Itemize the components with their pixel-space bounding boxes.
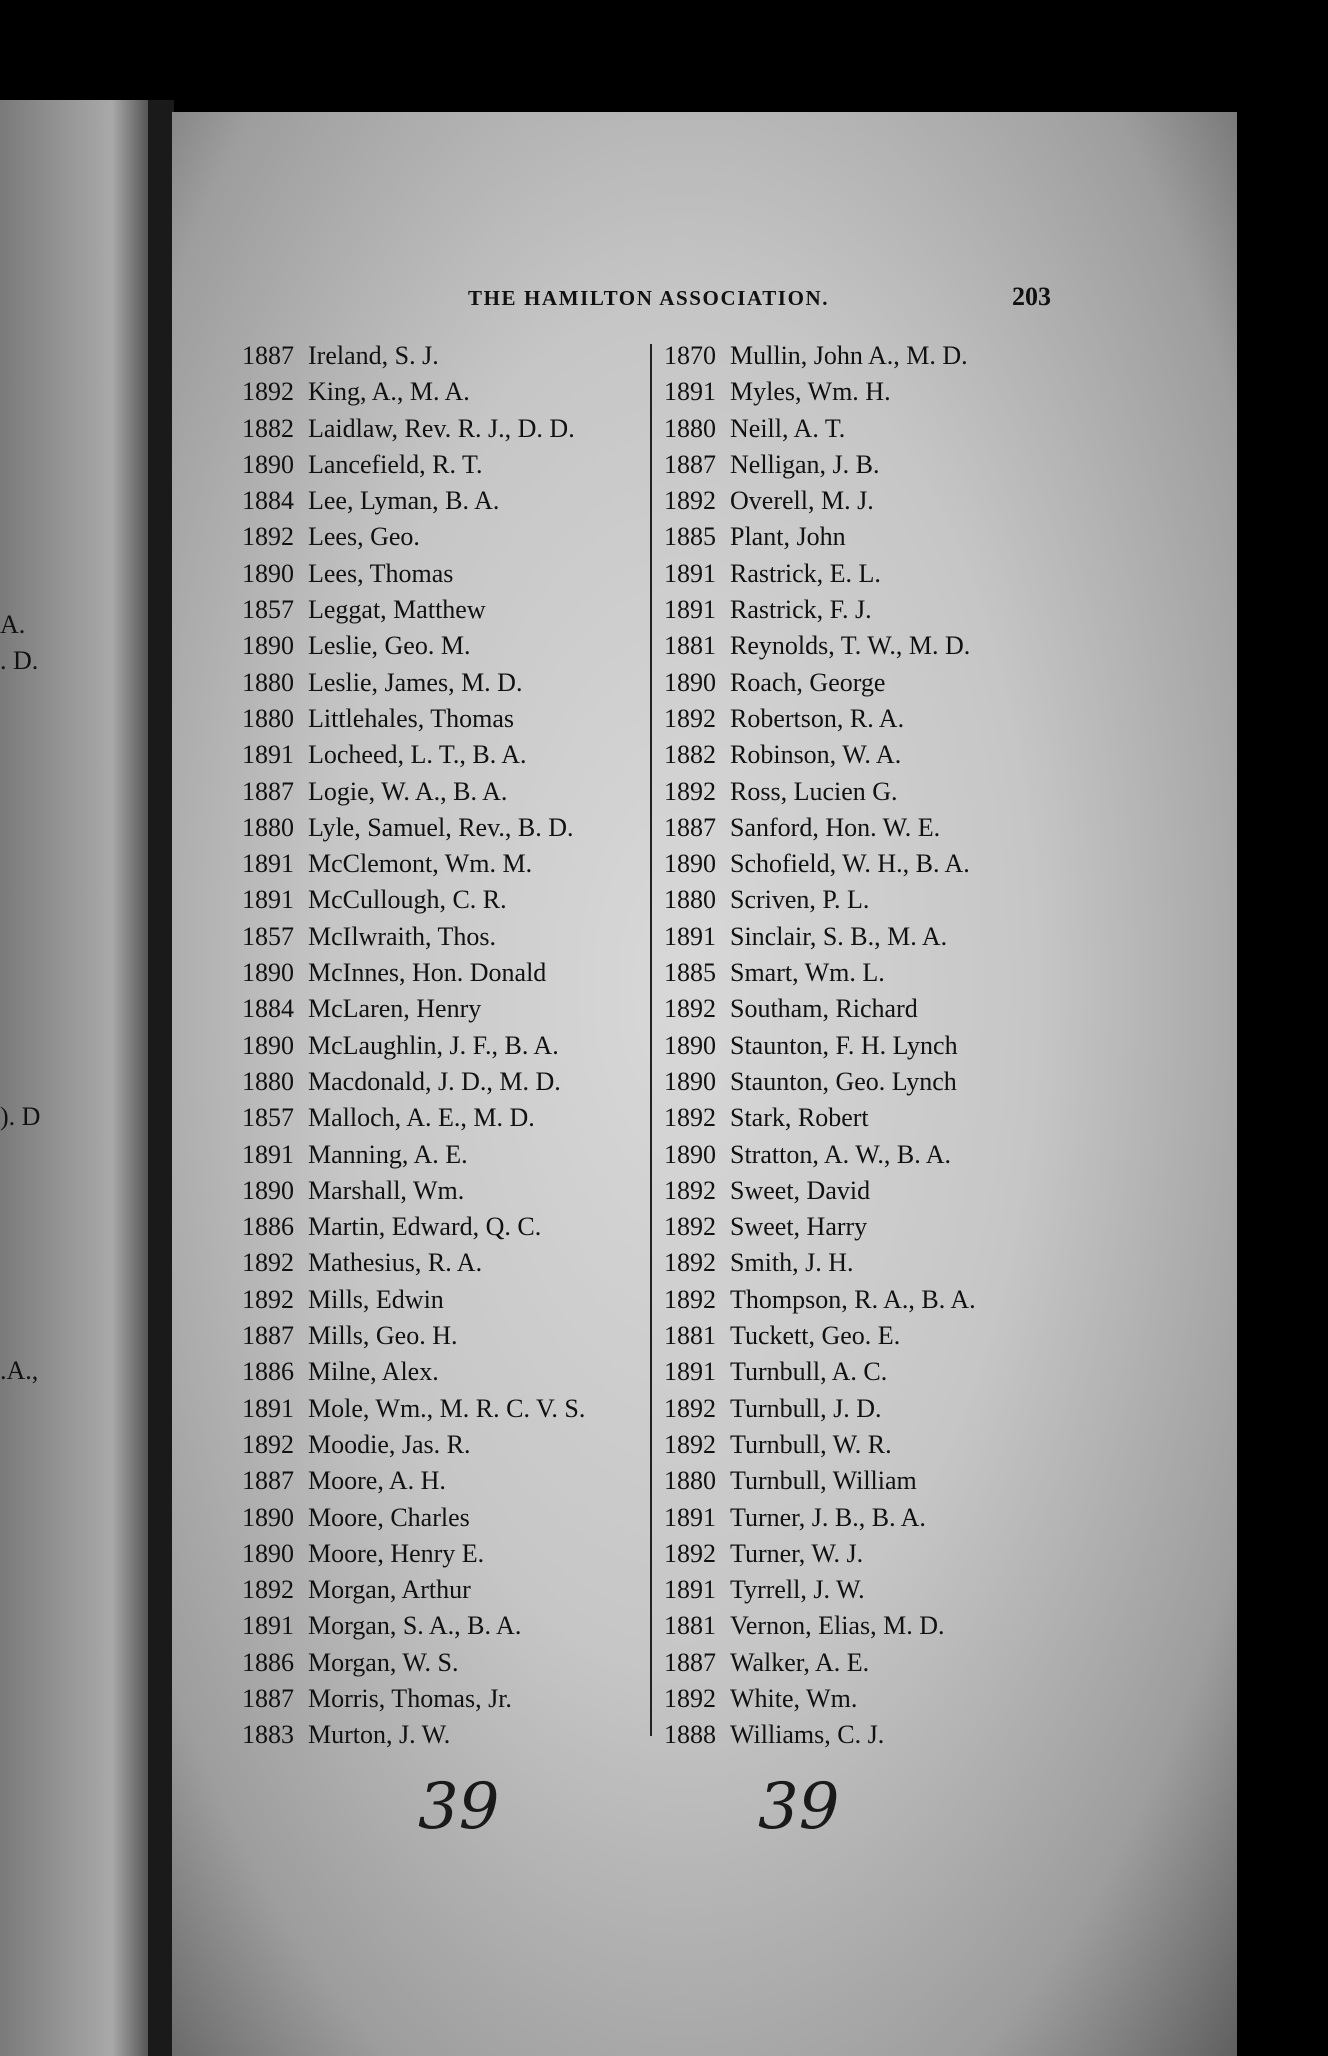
membership-year: 1870: [664, 341, 716, 370]
member-name: Morgan, S. A., B. A.: [308, 1611, 522, 1641]
member-entry: [242, 628, 652, 664]
member-entry: [242, 1391, 652, 1427]
member-entry: [664, 774, 1064, 810]
member-name: Moore, Henry E.: [308, 1538, 485, 1568]
member-name: Robertson, R. A.: [730, 703, 905, 733]
membership-year: 1887: [242, 341, 294, 370]
membership-year: 1892: [664, 1175, 716, 1205]
member-name: Rastrick, E. L.: [730, 558, 881, 588]
member-entry: [242, 1500, 652, 1536]
member-entry: [664, 338, 1064, 374]
membership-year: 1881: [664, 1611, 716, 1641]
membership-year: 1892: [664, 1683, 716, 1713]
member-entry: [664, 1318, 1064, 1354]
running-title: THE HAMILTON ASSOCIATION.: [468, 286, 830, 310]
member-name: McLaren, Henry: [308, 994, 482, 1024]
member-list-left: [242, 338, 652, 1754]
member-entry: [242, 1137, 652, 1173]
membership-year: 1890: [664, 667, 716, 697]
membership-year: 1880: [242, 812, 294, 842]
membership-year: 1891: [242, 1611, 294, 1641]
membership-year: 1885: [664, 958, 716, 988]
membership-year: 1887: [242, 1321, 294, 1351]
membership-year: 1890: [664, 1066, 716, 1096]
member-entry: [242, 919, 652, 955]
member-entry: [664, 1681, 1064, 1717]
member-name: Leslie, Geo. M.: [308, 631, 471, 661]
member-entry: [242, 1173, 652, 1209]
member-name: Thompson, R. A., B. A.: [730, 1284, 976, 1314]
membership-year: 1885: [664, 522, 716, 552]
member-name: King, A., M. A.: [308, 377, 470, 407]
member-name: Turnbull, A. C.: [730, 1357, 888, 1387]
member-name: Sweet, Harry: [730, 1212, 868, 1242]
membership-year: 1888: [664, 1720, 716, 1750]
membership-year: 1891: [242, 849, 294, 879]
member-entry: [664, 447, 1064, 483]
member-name: Myles, Wm. H.: [730, 377, 891, 407]
member-entry: [664, 556, 1064, 592]
membership-year: 1890: [242, 449, 294, 479]
member-name: Marshall, Wm.: [308, 1175, 465, 1205]
member-entry: [664, 1209, 1064, 1245]
member-entry: [242, 1318, 652, 1354]
member-name: Murton, J. W.: [308, 1720, 451, 1750]
member-entry: [664, 411, 1064, 447]
member-entry: [242, 882, 652, 918]
membership-year: 1892: [664, 1429, 716, 1459]
membership-year: 1882: [242, 413, 294, 443]
member-entry: [242, 338, 652, 374]
facing-page-fragment: . D.: [0, 646, 39, 675]
member-name: McCullough, C. R.: [308, 885, 507, 915]
member-name: Morgan, W. S.: [308, 1647, 459, 1677]
facing-page-edge: [0, 100, 160, 2056]
member-name: Sweet, David: [730, 1175, 871, 1205]
member-name: Smith, J. H.: [730, 1248, 854, 1278]
member-entry: [242, 1100, 652, 1136]
membership-year: 1892: [664, 1212, 716, 1242]
member-name: Lees, Geo.: [308, 522, 420, 552]
membership-year: 1891: [664, 558, 716, 588]
member-name: Overell, M. J.: [730, 486, 874, 516]
member-entry: [664, 810, 1064, 846]
membership-year: 1882: [664, 740, 716, 770]
member-name: Mathesius, R. A.: [308, 1248, 483, 1278]
member-entry: [242, 1209, 652, 1245]
member-name: Littlehales, Thomas: [308, 703, 515, 733]
membership-year: 1880: [664, 885, 716, 915]
member-name: Stark, Robert: [730, 1103, 869, 1133]
member-entry: [242, 1427, 652, 1463]
member-entry: [664, 955, 1064, 991]
member-name: Williams, C. J.: [730, 1720, 885, 1750]
member-list-right: [664, 338, 1064, 1754]
membership-year: 1887: [664, 812, 716, 842]
member-name: Turnbull, J. D.: [730, 1393, 882, 1423]
member-name: Milne, Alex.: [308, 1357, 439, 1387]
membership-year: 1892: [242, 522, 294, 552]
membership-year: 1892: [242, 1429, 294, 1459]
membership-year: 1892: [242, 1575, 294, 1605]
member-name: Turnbull, W. R.: [730, 1429, 892, 1459]
membership-year: 1881: [664, 631, 716, 661]
membership-year: 1892: [664, 1284, 716, 1314]
member-entry: [664, 737, 1064, 773]
member-name: Roach, George: [730, 667, 886, 697]
member-name: Lyle, Samuel, Rev., B. D.: [308, 812, 574, 842]
member-entry: [664, 1245, 1064, 1281]
membership-year: 1880: [242, 1066, 294, 1096]
member-name: Ireland, S. J.: [308, 341, 439, 370]
membership-year: 1892: [664, 486, 716, 516]
member-entry: [664, 1463, 1064, 1499]
member-entry: [664, 991, 1064, 1027]
member-name: McIlwraith, Thos.: [308, 921, 496, 951]
member-entry: [664, 1282, 1064, 1318]
member-name: Tyrrell, J. W.: [730, 1575, 865, 1605]
membership-year: 1892: [242, 377, 294, 407]
member-name: Sinclair, S. B., M. A.: [730, 921, 948, 951]
member-name: Malloch, A. E., M. D.: [308, 1103, 535, 1133]
member-entry: [664, 1028, 1064, 1064]
member-name: Moore, Charles: [308, 1502, 470, 1532]
member-entry: [242, 592, 652, 628]
membership-year: 1891: [242, 885, 294, 915]
membership-year: 1887: [242, 776, 294, 806]
member-entry: [242, 1608, 652, 1644]
membership-year: 1890: [664, 1139, 716, 1169]
membership-year: 1890: [242, 958, 294, 988]
member-name: Morgan, Arthur: [308, 1575, 471, 1605]
member-entry: [664, 483, 1064, 519]
membership-year: 1890: [664, 849, 716, 879]
member-name: Ross, Lucien G.: [730, 776, 898, 806]
member-name: Rastrick, F. J.: [730, 595, 872, 625]
membership-year: 1886: [242, 1212, 294, 1242]
membership-year: 1892: [664, 1538, 716, 1568]
membership-year: 1891: [664, 1575, 716, 1605]
member-entry: [664, 1572, 1064, 1608]
membership-year: 1891: [664, 595, 716, 625]
membership-year: 1857: [242, 595, 294, 625]
membership-year: 1892: [242, 1284, 294, 1314]
member-name: Southam, Richard: [730, 994, 918, 1024]
member-entry: [664, 1536, 1064, 1572]
member-name: White, Wm.: [730, 1683, 858, 1713]
member-entry: [664, 628, 1064, 664]
membership-year: 1884: [242, 994, 294, 1024]
member-entry: [664, 1137, 1064, 1173]
member-name: Staunton, Geo. Lynch: [730, 1066, 957, 1096]
member-name: Lees, Thomas: [308, 558, 454, 588]
member-name: Logie, W. A., B. A.: [308, 776, 508, 806]
member-name: Turner, J. B., B. A.: [730, 1502, 926, 1532]
member-entry: [664, 1064, 1064, 1100]
member-entry: [242, 955, 652, 991]
member-entry: [664, 1500, 1064, 1536]
membership-year: 1880: [242, 667, 294, 697]
member-name: Leggat, Matthew: [308, 595, 486, 625]
member-entry: [664, 701, 1064, 737]
membership-year: 1891: [664, 1357, 716, 1387]
member-name: Moore, A. H.: [308, 1466, 446, 1496]
member-name: Turner, W. J.: [730, 1538, 864, 1568]
member-name: Mills, Edwin: [308, 1284, 444, 1314]
membership-year: 1892: [664, 1248, 716, 1278]
member-entry: [242, 991, 652, 1027]
page-number: 203: [1012, 282, 1051, 311]
member-entry: [664, 1645, 1064, 1681]
member-name: Martin, Edward, Q. C.: [308, 1212, 542, 1242]
membership-year: 1887: [664, 1647, 716, 1677]
member-entry: [242, 1282, 652, 1318]
member-name: Lee, Lyman, B. A.: [308, 486, 500, 516]
member-entry: [242, 483, 652, 519]
handwritten-note: 39: [758, 1770, 840, 1844]
member-entry: [664, 919, 1064, 955]
membership-year: 1887: [242, 1466, 294, 1496]
member-name: Schofield, W. H., B. A.: [730, 849, 970, 879]
member-name: Morris, Thomas, Jr.: [308, 1683, 512, 1713]
membership-year: 1886: [242, 1357, 294, 1387]
member-name: Mullin, John A., M. D.: [730, 341, 968, 370]
member-entry: [242, 1645, 652, 1681]
member-entry: [242, 447, 652, 483]
member-name: Moodie, Jas. R.: [308, 1429, 471, 1459]
member-name: Macdonald, J. D., M. D.: [308, 1066, 561, 1096]
member-entry: [664, 1354, 1064, 1390]
membership-year: 1890: [242, 1538, 294, 1568]
member-entry: [242, 737, 652, 773]
member-entry: [664, 519, 1064, 555]
facing-page-fragment: A.: [0, 610, 26, 639]
member-name: Mills, Geo. H.: [308, 1321, 458, 1351]
member-name: McInnes, Hon. Donald: [308, 958, 547, 988]
member-entry: [242, 810, 652, 846]
member-entry: [664, 1173, 1064, 1209]
membership-year: 1892: [664, 994, 716, 1024]
handwritten-note: 39: [418, 1770, 500, 1844]
member-entry: [242, 1536, 652, 1572]
member-entry: [242, 774, 652, 810]
member-entry: [242, 1028, 652, 1064]
membership-year: 1892: [664, 1393, 716, 1423]
membership-year: 1891: [664, 921, 716, 951]
member-entry: [664, 1427, 1064, 1463]
member-name: Vernon, Elias, M. D.: [730, 1611, 945, 1641]
membership-year: 1890: [242, 1502, 294, 1532]
membership-year: 1891: [242, 740, 294, 770]
membership-year: 1892: [664, 776, 716, 806]
membership-year: 1886: [242, 1647, 294, 1677]
member-name: Mole, Wm., M. R. C. V. S.: [308, 1393, 586, 1423]
member-entry: [242, 701, 652, 737]
member-entry: [664, 882, 1064, 918]
membership-year: 1892: [664, 1103, 716, 1133]
member-entry: [242, 1463, 652, 1499]
member-name: Walker, A. E.: [730, 1647, 870, 1677]
membership-year: 1880: [664, 413, 716, 443]
facing-page-fragment: .A.,: [0, 1356, 39, 1385]
member-name: McClemont, Wm. M.: [308, 849, 533, 879]
member-entry: [242, 374, 652, 410]
membership-year: 1890: [242, 631, 294, 661]
member-name: Manning, A. E.: [308, 1139, 468, 1169]
member-name: Turnbull, William: [730, 1466, 917, 1496]
member-entry: [664, 665, 1064, 701]
member-entry: [664, 1391, 1064, 1427]
member-name: Staunton, F. H. Lynch: [730, 1030, 958, 1060]
member-entry: [242, 1064, 652, 1100]
member-name: McLaughlin, J. F., B. A.: [308, 1030, 559, 1060]
membership-year: 1891: [242, 1393, 294, 1423]
membership-year: 1891: [664, 1502, 716, 1532]
member-entry: [242, 1717, 652, 1753]
member-name: Tuckett, Geo. E.: [730, 1321, 901, 1351]
membership-year: 1890: [242, 558, 294, 588]
member-name: Sanford, Hon. W. E.: [730, 812, 941, 842]
member-name: Leslie, James, M. D.: [308, 667, 523, 697]
member-entry: [242, 411, 652, 447]
member-entry: [664, 374, 1064, 410]
membership-year: 1890: [242, 1030, 294, 1060]
member-name: Robinson, W. A.: [730, 740, 902, 770]
membership-year: 1892: [664, 703, 716, 733]
membership-year: 1880: [242, 703, 294, 733]
member-entry: [242, 846, 652, 882]
member-entry: [664, 846, 1064, 882]
facing-page-fragment: ). D: [0, 1102, 41, 1131]
membership-year: 1857: [242, 921, 294, 951]
membership-year: 1883: [242, 1720, 294, 1750]
member-name: Reynolds, T. W., M. D.: [730, 631, 971, 661]
member-entry: [242, 556, 652, 592]
membership-year: 1892: [242, 1248, 294, 1278]
member-entry: [664, 592, 1064, 628]
member-entry: [664, 1717, 1064, 1753]
member-name: Locheed, L. T., B. A.: [308, 740, 527, 770]
membership-year: 1887: [242, 1683, 294, 1713]
member-name: Nelligan, J. B.: [730, 449, 880, 479]
membership-year: 1887: [664, 449, 716, 479]
member-entry: [664, 1100, 1064, 1136]
member-name: Smart, Wm. L.: [730, 958, 885, 988]
member-entry: [242, 1681, 652, 1717]
member-entry: [242, 519, 652, 555]
member-entry: [242, 665, 652, 701]
membership-year: 1884: [242, 486, 294, 516]
membership-year: 1890: [242, 1175, 294, 1205]
member-name: Laidlaw, Rev. R. J., D. D.: [308, 413, 575, 443]
membership-year: 1891: [664, 377, 716, 407]
member-entry: [242, 1245, 652, 1281]
member-name: Lancefield, R. T.: [308, 449, 483, 479]
membership-year: 1857: [242, 1103, 294, 1133]
column-divider: [650, 344, 652, 1736]
member-entry: [664, 1608, 1064, 1644]
member-entry: [242, 1572, 652, 1608]
membership-year: 1891: [242, 1139, 294, 1169]
member-name: Scriven, P. L.: [730, 885, 870, 915]
membership-year: 1880: [664, 1466, 716, 1496]
member-name: Stratton, A. W., B. A.: [730, 1139, 952, 1169]
binding-gutter: [148, 100, 174, 2056]
member-entry: [242, 1354, 652, 1390]
membership-year: 1881: [664, 1321, 716, 1351]
membership-year: 1890: [664, 1030, 716, 1060]
member-name: Plant, John: [730, 522, 846, 552]
member-name: Neill, A. T.: [730, 413, 846, 443]
